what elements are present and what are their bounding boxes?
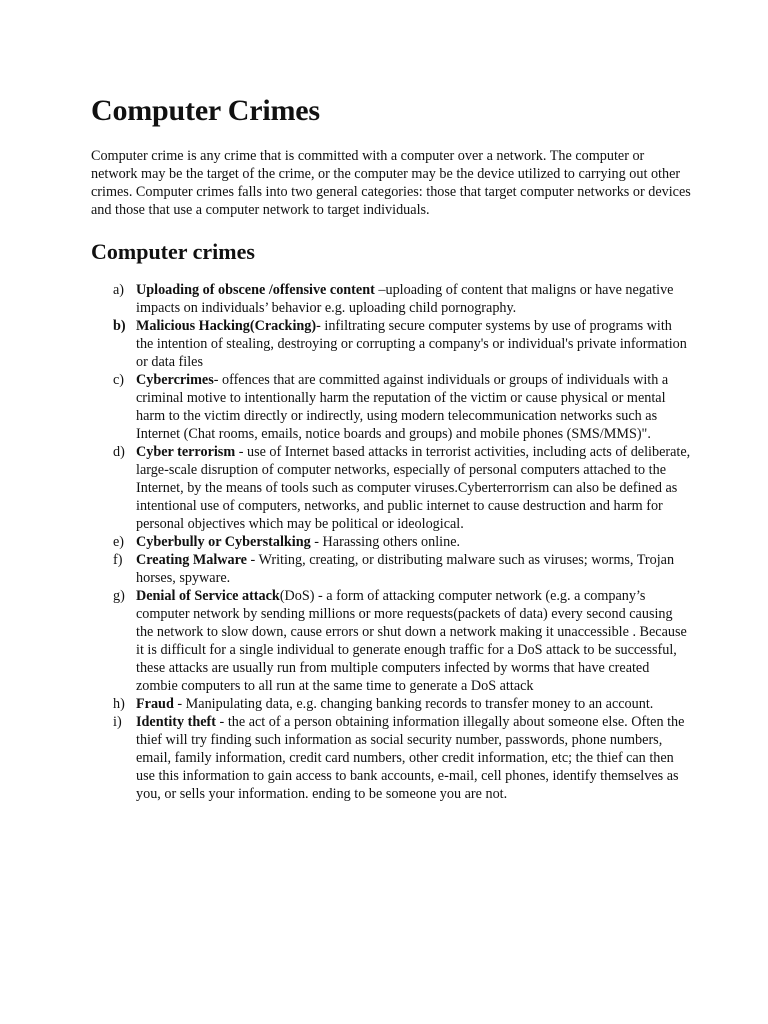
list-marker: h): [113, 696, 125, 712]
list-item: [91, 533, 691, 551]
list-item: [91, 551, 691, 587]
list-item-text: - use of Internet based attacks in terrorist activities, including acts of deliberate, large-scale disruption of computer networks, especially of personal computers attached to the Internet, by the means of tools such as computer viruses.Cyberterrorrism can also be defined as intentional use of computers, networks, and public internet to cause destruction and harm for personal objectives which may be political or ideological.: [136, 444, 691, 532]
list-item-text: - Harassing others online.: [310, 534, 461, 550]
list-item: [91, 317, 691, 371]
list-item-text: - Writing, creating, or distributing malware such as viruses; worms, Trojan horses, spyware.: [136, 552, 675, 586]
list-marker: e): [113, 534, 125, 550]
page-title: Computer Crimes: [91, 94, 320, 127]
document-page: [91, 92, 691, 803]
section-heading: Computer crimes: [91, 239, 255, 264]
list-item-term: Creating Malware: [136, 552, 247, 568]
list-marker: f): [113, 552, 123, 568]
list-item-text: –uploading of content that maligns or have negative impacts on individuals’ behavior e.g. uploading child pornography.: [136, 282, 674, 316]
list-item-term: Fraud: [136, 696, 174, 712]
list-item-text: - infiltrating secure computer systems by use of programs with the intention of stealing, destroying or corrupting a company's or individual's private information or data files: [136, 318, 687, 370]
list-item-term: Denial of Service attack: [136, 588, 280, 604]
list-item-term: Cybercrimes: [136, 372, 214, 388]
list-item-text: - Manipulating data, e.g. changing banking records to transfer money to an account.: [173, 696, 654, 712]
list-item-term: Identity theft: [136, 714, 216, 730]
intro-paragraph: Computer crime is any crime that is committed with a computer over a network. The computer or network may be the target of the crime, or the computer may be the device utilized to carrying out other crimes. Computer crimes falls into two general categories: those that target computer networks or devices and those that use a computer network to target individuals.: [91, 148, 691, 218]
list-marker: a): [113, 282, 125, 298]
list-item-term: Cyber terrorism: [136, 444, 236, 460]
list-marker: i): [113, 714, 122, 730]
list-item: [91, 587, 691, 695]
list-item-text: - offences that are committed against individuals or groups of individuals with a criminal motive to intentionally harm the reputation of the victim or cause physical or mental harm to the victim directly or indirectly, using modern telecommunication networks such as Internet (Chat rooms, emails, notice boards and groups) and mobile phones (SMS/MMS)".: [136, 372, 669, 442]
list-item: [91, 281, 691, 317]
list-item: [91, 713, 691, 803]
list-marker: g): [113, 588, 125, 604]
list-item-term: Uploading of obscene /offensive content: [136, 282, 375, 298]
list-item-text: (DoS) - a form of attacking computer network (e.g. a company’s computer network by sending millions or more requests(packets of data) every second causing the network to slow down, cause errors or shut down a network making it unaccessible . Because it is difficult for a single individual to generate enough traffic for a DoS attack to be successful, these attacks are usually run from multiple computers infected by worms that have created zombie computers to all run at the same time to generate a DoS attack: [136, 588, 687, 694]
list-item-text: - the act of a person obtaining information illegally about someone else. Often the thief will try finding such information as social security number, passwords, phone numbers, email, family information, credit card numbers, other credit information, etc; the thief can then use this information to gain access to bank accounts, e-mail, cell phones, identify themselves as you, or sells your information. ending to be someone you are not.: [136, 714, 685, 802]
list-marker: d): [113, 444, 125, 460]
list-marker: b): [113, 318, 126, 334]
list-item: [91, 695, 691, 713]
list-marker: c): [113, 372, 125, 388]
list-item-term: Malicious Hacking(Cracking): [136, 318, 317, 334]
list-item-term: Cyberbully or Cyberstalking: [136, 534, 311, 550]
list-item: [91, 443, 691, 533]
list-item: [91, 371, 691, 443]
crime-list: [91, 281, 691, 803]
